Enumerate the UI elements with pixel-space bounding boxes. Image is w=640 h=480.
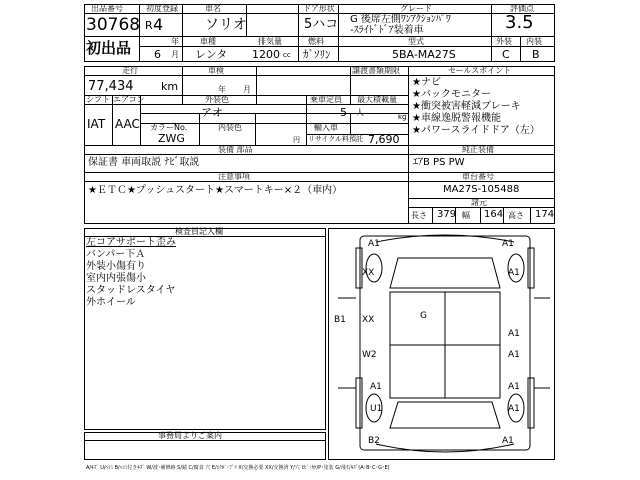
mileage-unit: km — [161, 80, 179, 93]
inspect-month-unit: 月 — [243, 85, 251, 94]
damage-mark: A1 — [370, 382, 382, 392]
inspector-notes — [86, 238, 176, 310]
len-value: 379 — [437, 209, 457, 220]
damage-mark: XX — [362, 268, 375, 278]
office-label: 事務局よりご案内 — [158, 431, 222, 440]
grade-line-1: G 後席左側ﾜﾝｱｸｼｮﾝﾊﾟﾜ — [350, 14, 451, 25]
sales-point: ★パワースライドドア（左） — [412, 125, 540, 136]
int-label: 内装 — [526, 37, 542, 46]
name-label: 車名 — [205, 4, 221, 13]
seats-unit: 人 — [356, 108, 364, 117]
inspector-line: 室内内張傷小 — [86, 273, 146, 284]
damage-mark: B1 — [334, 315, 346, 325]
damage-mark: W2 — [362, 350, 377, 360]
color-no-label: カラーNo. — [150, 123, 188, 132]
damage-mark: A1 — [502, 239, 514, 249]
sales-point: ★バックモニター — [412, 89, 491, 100]
body-type: レンタ — [195, 48, 228, 61]
ext-label: 外装 — [496, 37, 512, 46]
reg-month: 6 — [154, 48, 161, 61]
sales-point: ★衝突被害軽減ブレーキ — [412, 101, 521, 112]
ac-label: エアコン — [113, 95, 145, 104]
hgt-label: 高さ — [508, 211, 524, 220]
damage-mark: A1 — [508, 329, 520, 339]
sales-label: セールスポイント — [448, 66, 512, 75]
damage-mark: G — [420, 311, 427, 321]
damage-mark: U1 — [370, 404, 383, 414]
chassis-label: 車台番号 — [462, 172, 494, 181]
model-value: 5BA-MA27S — [392, 48, 456, 61]
seats-label: 乗車定員 — [310, 95, 342, 104]
ext-grade: C — [502, 48, 510, 61]
damage-mark: A1 — [508, 268, 520, 278]
color-no-value: ZWG — [158, 132, 185, 145]
load-label: 最大積載量 — [357, 95, 397, 104]
score-label: 評価点 — [510, 4, 534, 13]
inspector-label: 検査員記入欄 — [175, 227, 223, 236]
int-color-label: 内装色 — [218, 123, 242, 132]
damage-mark: A1 — [508, 350, 520, 360]
year-unit: 年 — [171, 37, 179, 46]
color-label: 外装色 — [205, 95, 229, 104]
inspector-line: 外装小傷有り — [86, 261, 146, 272]
shift-value: IAT — [87, 117, 106, 131]
sales-point: ★ナビ — [412, 77, 441, 88]
damage-mark: B2 — [368, 436, 380, 446]
body-type-label: 車種 — [200, 37, 216, 46]
legend-text: A/ｷｽﾞ U/ﾍｺﾐ B/ﾍｺﾐ付きｷｽﾞ W/波･補修跡 S/錆 C/腐食 穴 E/ｴｸﾎﾞ･ﾌﾞﾂ X/交換必要 XX/交換済 Y/穴 ﾋﾋﾞ･ｶｹ/P･塗装 G/飛石ｷｽﾞ(A･B･C･G･E) — [86, 465, 390, 471]
genuine-value: ｴｱB PS PW — [413, 157, 465, 168]
cc-value: 1200 — [252, 48, 280, 61]
recycle-unit: 円 — [293, 136, 300, 144]
options-value: 保証書 車両取説 ﾅﾋﾞ取説 — [88, 157, 200, 168]
import-label: 輸入車 — [314, 123, 338, 132]
int-grade: B — [532, 48, 540, 61]
notes-label: 注意事項 — [218, 172, 250, 181]
hgt-value: 174 — [535, 209, 555, 220]
mileage-value: 77,434 — [88, 79, 134, 94]
inspect-year-unit: 年 — [218, 85, 226, 94]
damage-mark: A1 — [508, 404, 520, 414]
lot-label: 出品番号 — [91, 4, 123, 13]
damage-mark: A1 — [368, 239, 380, 249]
wid-value: 164 — [484, 209, 504, 220]
sales-point: ★車線逸脱警報機能 — [412, 113, 501, 124]
model-label: 型式 — [408, 37, 424, 46]
cc-unit: cc — [283, 51, 291, 59]
recycle-label: リサイクル料預託 — [308, 135, 364, 143]
door-type: 5ハコ — [304, 17, 339, 32]
era: R — [145, 19, 153, 32]
score-value: 3.5 — [505, 12, 534, 33]
recycle-value: 7,690 — [368, 133, 400, 146]
ac-value: AAC — [115, 117, 140, 131]
inspect-label: 車検 — [208, 66, 224, 75]
dims-label: 諸元 — [471, 198, 487, 207]
inspector-line: スタッドレスタイヤ — [86, 285, 176, 296]
reg-label: 初度登録 — [146, 4, 178, 13]
cc-label: 排気量 — [258, 37, 282, 46]
lot-number: 30768 — [86, 15, 141, 35]
notes-value: ★ＥＴＣ★プッシュスタート★スマートキー×２（車内） — [88, 185, 343, 196]
inspector-line: 左コアサポート歪み — [86, 237, 176, 248]
fuel-label: 燃料 — [308, 37, 324, 46]
grade-line-2: -ｽﾗｲﾄﾞﾄﾞｱ装着車 — [350, 25, 424, 36]
color-value: アオ — [201, 106, 223, 119]
door-label: ドア形状 — [303, 4, 335, 13]
load-unit: kg — [398, 113, 407, 121]
len-label: 長さ — [411, 211, 427, 220]
seats-value: 5 — [340, 106, 347, 119]
options-label: 装備 部品 — [218, 145, 253, 154]
fuel-value: ｶﾞｿﾘﾝ — [303, 48, 331, 61]
damage-mark: A1 — [508, 382, 520, 392]
chassis-value: MA27S-105488 — [443, 184, 520, 195]
wid-label: 幅 — [462, 211, 470, 220]
damage-mark: XX — [362, 315, 375, 325]
car-diagram — [328, 228, 555, 460]
sales-points — [412, 78, 540, 138]
inspector-line: バンパー下Ａ — [86, 249, 146, 260]
grade-label: グレード — [400, 4, 432, 13]
mileage-label: 走行 — [122, 66, 138, 75]
inspector-line: 外ホイール — [86, 297, 136, 308]
history-label: 譲渡書類期限 — [352, 66, 400, 75]
car-name: ソリオ — [205, 17, 247, 33]
reg-year: 4 — [153, 15, 164, 34]
first-listing-badge: 初出品 — [86, 39, 132, 57]
month-unit: 月 — [171, 50, 179, 59]
genuine-label: 純正装備 — [462, 145, 494, 154]
shift-label: シフト — [86, 95, 110, 104]
damage-mark: A1 — [502, 436, 514, 446]
